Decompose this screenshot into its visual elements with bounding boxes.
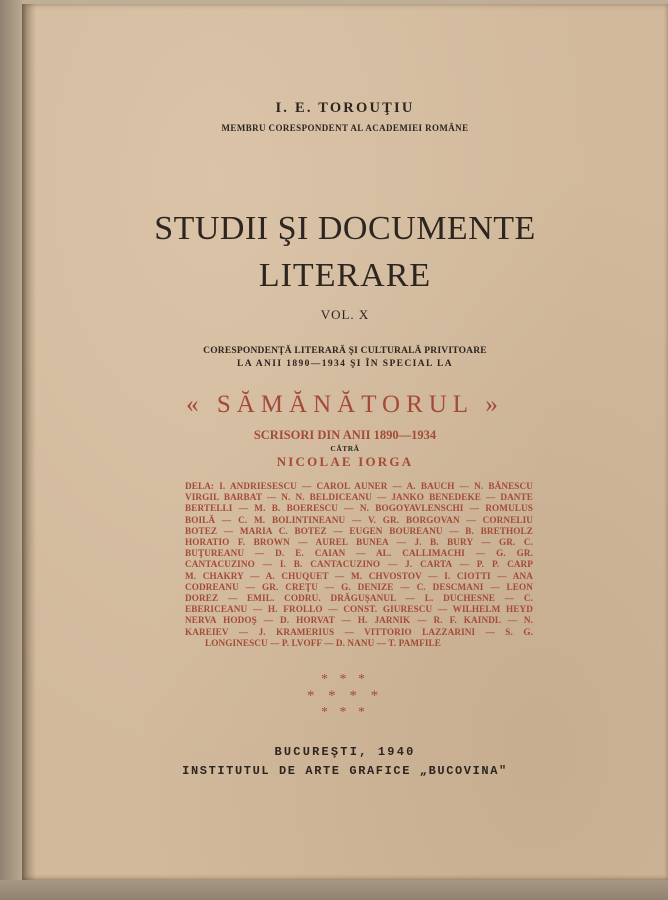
correspondents-line: M. CHAKRY — A. CHUQUET — M. CHVOSTOV — I. CIOTTI — ANA xyxy=(185,570,533,581)
correspondents-line: LONGINESCU — P. LVOFF — D. NANU — T. PAMFILE xyxy=(205,637,441,648)
author-name: I. E. TOROUŢIU xyxy=(275,100,415,116)
asterism-ornament-bottom: * * * xyxy=(321,705,369,720)
asterism-ornament-top: * * * xyxy=(321,672,369,687)
publisher-name: INSTITUTUL DE ARTE GRAFICE „BUCOVINA" xyxy=(182,764,508,778)
correspondents-line: DELA: I. ANDRIESESCU — CAROL AUNER — A. BAUCH — N. BĂNESCU xyxy=(185,481,533,491)
correspondents-line: BOTEZ — MARIA C. BOTEZ — EUGEN BOUREANU — B. BRETHOLZ xyxy=(185,525,533,536)
correspondents-line: KAREIEV — J. KRAMERIUS — VITTORIO LAZZARINI — S. G. xyxy=(185,626,533,637)
scan-bottom-edge xyxy=(0,880,668,900)
volume-number: VOL. X xyxy=(320,307,370,322)
title-line-2: LITERARE xyxy=(258,257,432,294)
title-line-1: STUDII ŞI DOCUMENTE xyxy=(154,210,536,247)
to-label: CĂTRĂ xyxy=(330,444,360,453)
recipient-name: NICOLAE IORGA xyxy=(276,454,414,469)
correspondents-line: NERVA HODOŞ — D. HORVAT — H. JARNIK — R. F. KAINDL — N. xyxy=(185,615,533,626)
correspondents-line: BERTELLI — M. B. BOERESCU — N. BOGOYAVLENSCHI — ROMULUS xyxy=(185,503,533,514)
city-and-year: BUCUREŞTI, 1940 xyxy=(274,745,416,759)
correspondents-list xyxy=(185,481,533,649)
book-cover xyxy=(22,4,668,881)
letters-years-label: SCRISORI DIN ANII 1890—1934 xyxy=(253,428,437,442)
subtitle-line-2: LA ANII 1890—1934 ŞI ÎN SPECIAL LA xyxy=(236,359,453,369)
periodical-title: « SĂMĂNĂTORUL » xyxy=(186,391,504,418)
correspondents-line: VIRGIL BARBAT — N. N. BELDICEANU — JANKO BENEDEKE — DANTE xyxy=(185,492,533,503)
correspondents-line: EBERICEANU — H. FROLLO — CONST. GIURESCU — WILHELM HEYD xyxy=(185,604,533,615)
author-affiliation: MEMBRU CORESPONDENT AL ACADEMIEI ROMÂNE xyxy=(221,123,469,133)
correspondents-line: HORATIO F. BROWN — AUREL BUNEA — J. B. BURY — GR. C. xyxy=(185,537,533,548)
correspondents-line: BUŢUREANU — D. E. CAIAN — AL. CALLIMACHI — G. GR. xyxy=(185,548,533,559)
subtitle-line-1: CORESPONDENŢĂ LITERARĂ ŞI CULTURALĂ PRIVITOARE xyxy=(203,346,487,356)
correspondents-line: CODREANU — GR. CREŢU — G. DENIZE — C. DESCMANI — LEON xyxy=(185,581,533,592)
correspondents-line: CANTACUZINO — I. B. CANTACUZINO — J. CARTA — P. P. CARP xyxy=(185,559,533,570)
scan-left-edge xyxy=(0,0,22,900)
correspondents-line: BOILĂ — C. M. BOLINTINEANU — V. GR. BORGOVAN — CORNELIU xyxy=(185,514,533,525)
asterism-ornament-middle: * * * * xyxy=(306,688,384,704)
correspondents-line: DOREZ — EMIL. CODRU. DRĂGUŞANUL — L. DUCHESNE — C. xyxy=(185,593,533,604)
